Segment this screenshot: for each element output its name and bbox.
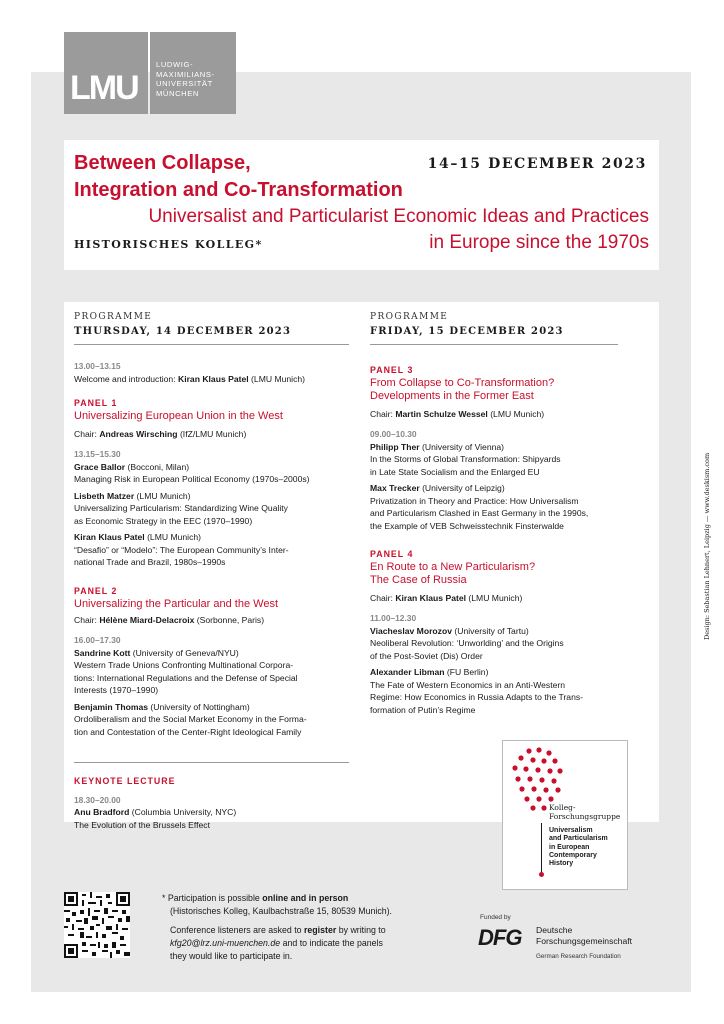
conference-title: Between Collapse, Integration and Co-Transformation [74,152,403,201]
divider [74,762,349,763]
programme-label: PROGRAMME [74,312,153,322]
funded-by-label: Funded by [480,914,511,921]
dfg-subtitle: German Research Foundation [536,953,621,960]
programme-label: PROGRAMME [370,312,449,322]
conference-subtitle: Universalist and Particularist Economic Ideas and Practices in Europe since the 1970s [148,206,649,253]
panel-3-heading: PANEL 3 From Collapse to Co-Transformation? Developments in the Former East [370,365,555,402]
divider [74,344,349,345]
institution-name: HISTORISCHES KOLLEG* [74,238,263,251]
panel-2-heading: PANEL 2 Universalizing the Particular and the West [74,586,279,610]
lmu-logo-mark: LMU [64,32,148,114]
kolleg-logo [502,740,628,890]
welcome-block: 13.00–13.15 Welcome and introduction: Kiran Klaus Patel (LMU Munich) [74,361,306,384]
divider [541,823,542,875]
panel-1-chair: Chair: Andreas Wirsching (IfZ/LMU Munich) [74,429,247,439]
design-credit: Design: Sebastian Lehnert, Leipzig — www.deskism.com [703,452,711,640]
day-heading: THURSDAY, 14 DECEMBER 2023 [74,326,292,337]
panel-3-talks: 09.00–10.30 Philipp Ther (University of Vienna) In the Storms of Global Transformation: Shipyards in Late State Socialism and the Enlarged EU Max Trecker (University of Leipzig) Privatization in Theory and Practice: How Universalism and Particularism Clashed in East Germany in the 1990s, the Example of VEB Schweisstechnik Finsterwalde [370,429,589,531]
keynote-block: KEYNOTE LECTURE 18.30–20.00 Anu Bradford (Columbia University, NYC) The Evolution of the Brussels Effect [74,776,237,830]
kolleg-title: Kolleg- Forschungsgruppe [549,803,621,821]
panel-2-talks: 16.00–17.30 Sandrine Kott (University of Geneva/NYU) Western Trade Unions Confronting Multinational Corpora- tions: International Regulations and the Defense of Special Interests (1970–1990) Benjamin Thomas (University of Nottingham) Ordoliberalism and the Social Market Economy in the Forma- tion and Contestation of the Center-Right Ideological Family [74,635,307,737]
panel-4-heading: PANEL 4 En Route to a New Particularism? The Case of Russia [370,549,536,586]
panel-4-talks: 11.00–12.30 Viacheslav Morozov (University of Tartu) Neoliberal Revolution: ‘Unworlding’ and the Origins of the Post-Soviet (Dis) Order Alexander Libman (FU Berlin) The Fate of Western Economics in an Anti-Western Regime: How Economics in Russia Adapts to the Trans- formation of Putin’s Regime [370,613,584,715]
day-heading: FRIDAY, 15 DECEMBER 2023 [370,326,564,337]
panel-4-chair: Chair: Kiran Klaus Patel (LMU Munich) [370,593,523,603]
red-dot-icon [539,872,544,877]
conference-date: 14–15 DECEMBER 2023 [427,156,647,172]
participation-note: * Participation is possible online and in person (Historisches Kolleg, Kaulbachstraße 15, 80539 Munich). [162,893,392,916]
divider [370,344,618,345]
kolleg-subtitle: Universalism and Particularism in European Contemporary History [549,827,608,868]
registration-note: Conference listeners are asked to register by writing to kfg20@lrz.uni-muenchen.de and to indicate the panels they would like to participate in. [170,925,386,961]
qr-code-icon[interactable] [64,892,130,958]
lmu-logo-text: LUDWIG- MAXIMILIANS- UNIVERSITÄT MÜNCHEN [150,32,236,114]
panel-1-heading: PANEL 1 Universalizing European Union in the West [74,398,283,422]
dfg-logo-mark: DFG [478,925,522,950]
panel-1-talks: 13.15–15.30 Grace Ballor (Bocconi, Milan) Managing Risk in European Political Economy (1970s–2000s) Lisbeth Matzer (LMU Munich) Universalizing Particularism: Standardizing Wine Quality as Economic Strategy in the EEC (1970–1990) Kiran Klaus Patel (LMU Munich) “Desafio” or “Modelo”: The European Community’s Inter- national Trade and Brazil, 1980s–1990s [74,449,310,567]
panel-2-chair: Chair: Hélène Miard-Delacroix (Sorbonne, Paris) [74,615,265,625]
panel-3-chair: Chair: Martin Schulze Wessel (LMU Munich) [370,409,545,419]
dfg-name: Deutsche Forschungsgemeinschaft [536,925,633,946]
registration-email-link[interactable]: kfg20@lrz.uni-muenchen.de [170,938,281,948]
title-header [64,140,659,270]
